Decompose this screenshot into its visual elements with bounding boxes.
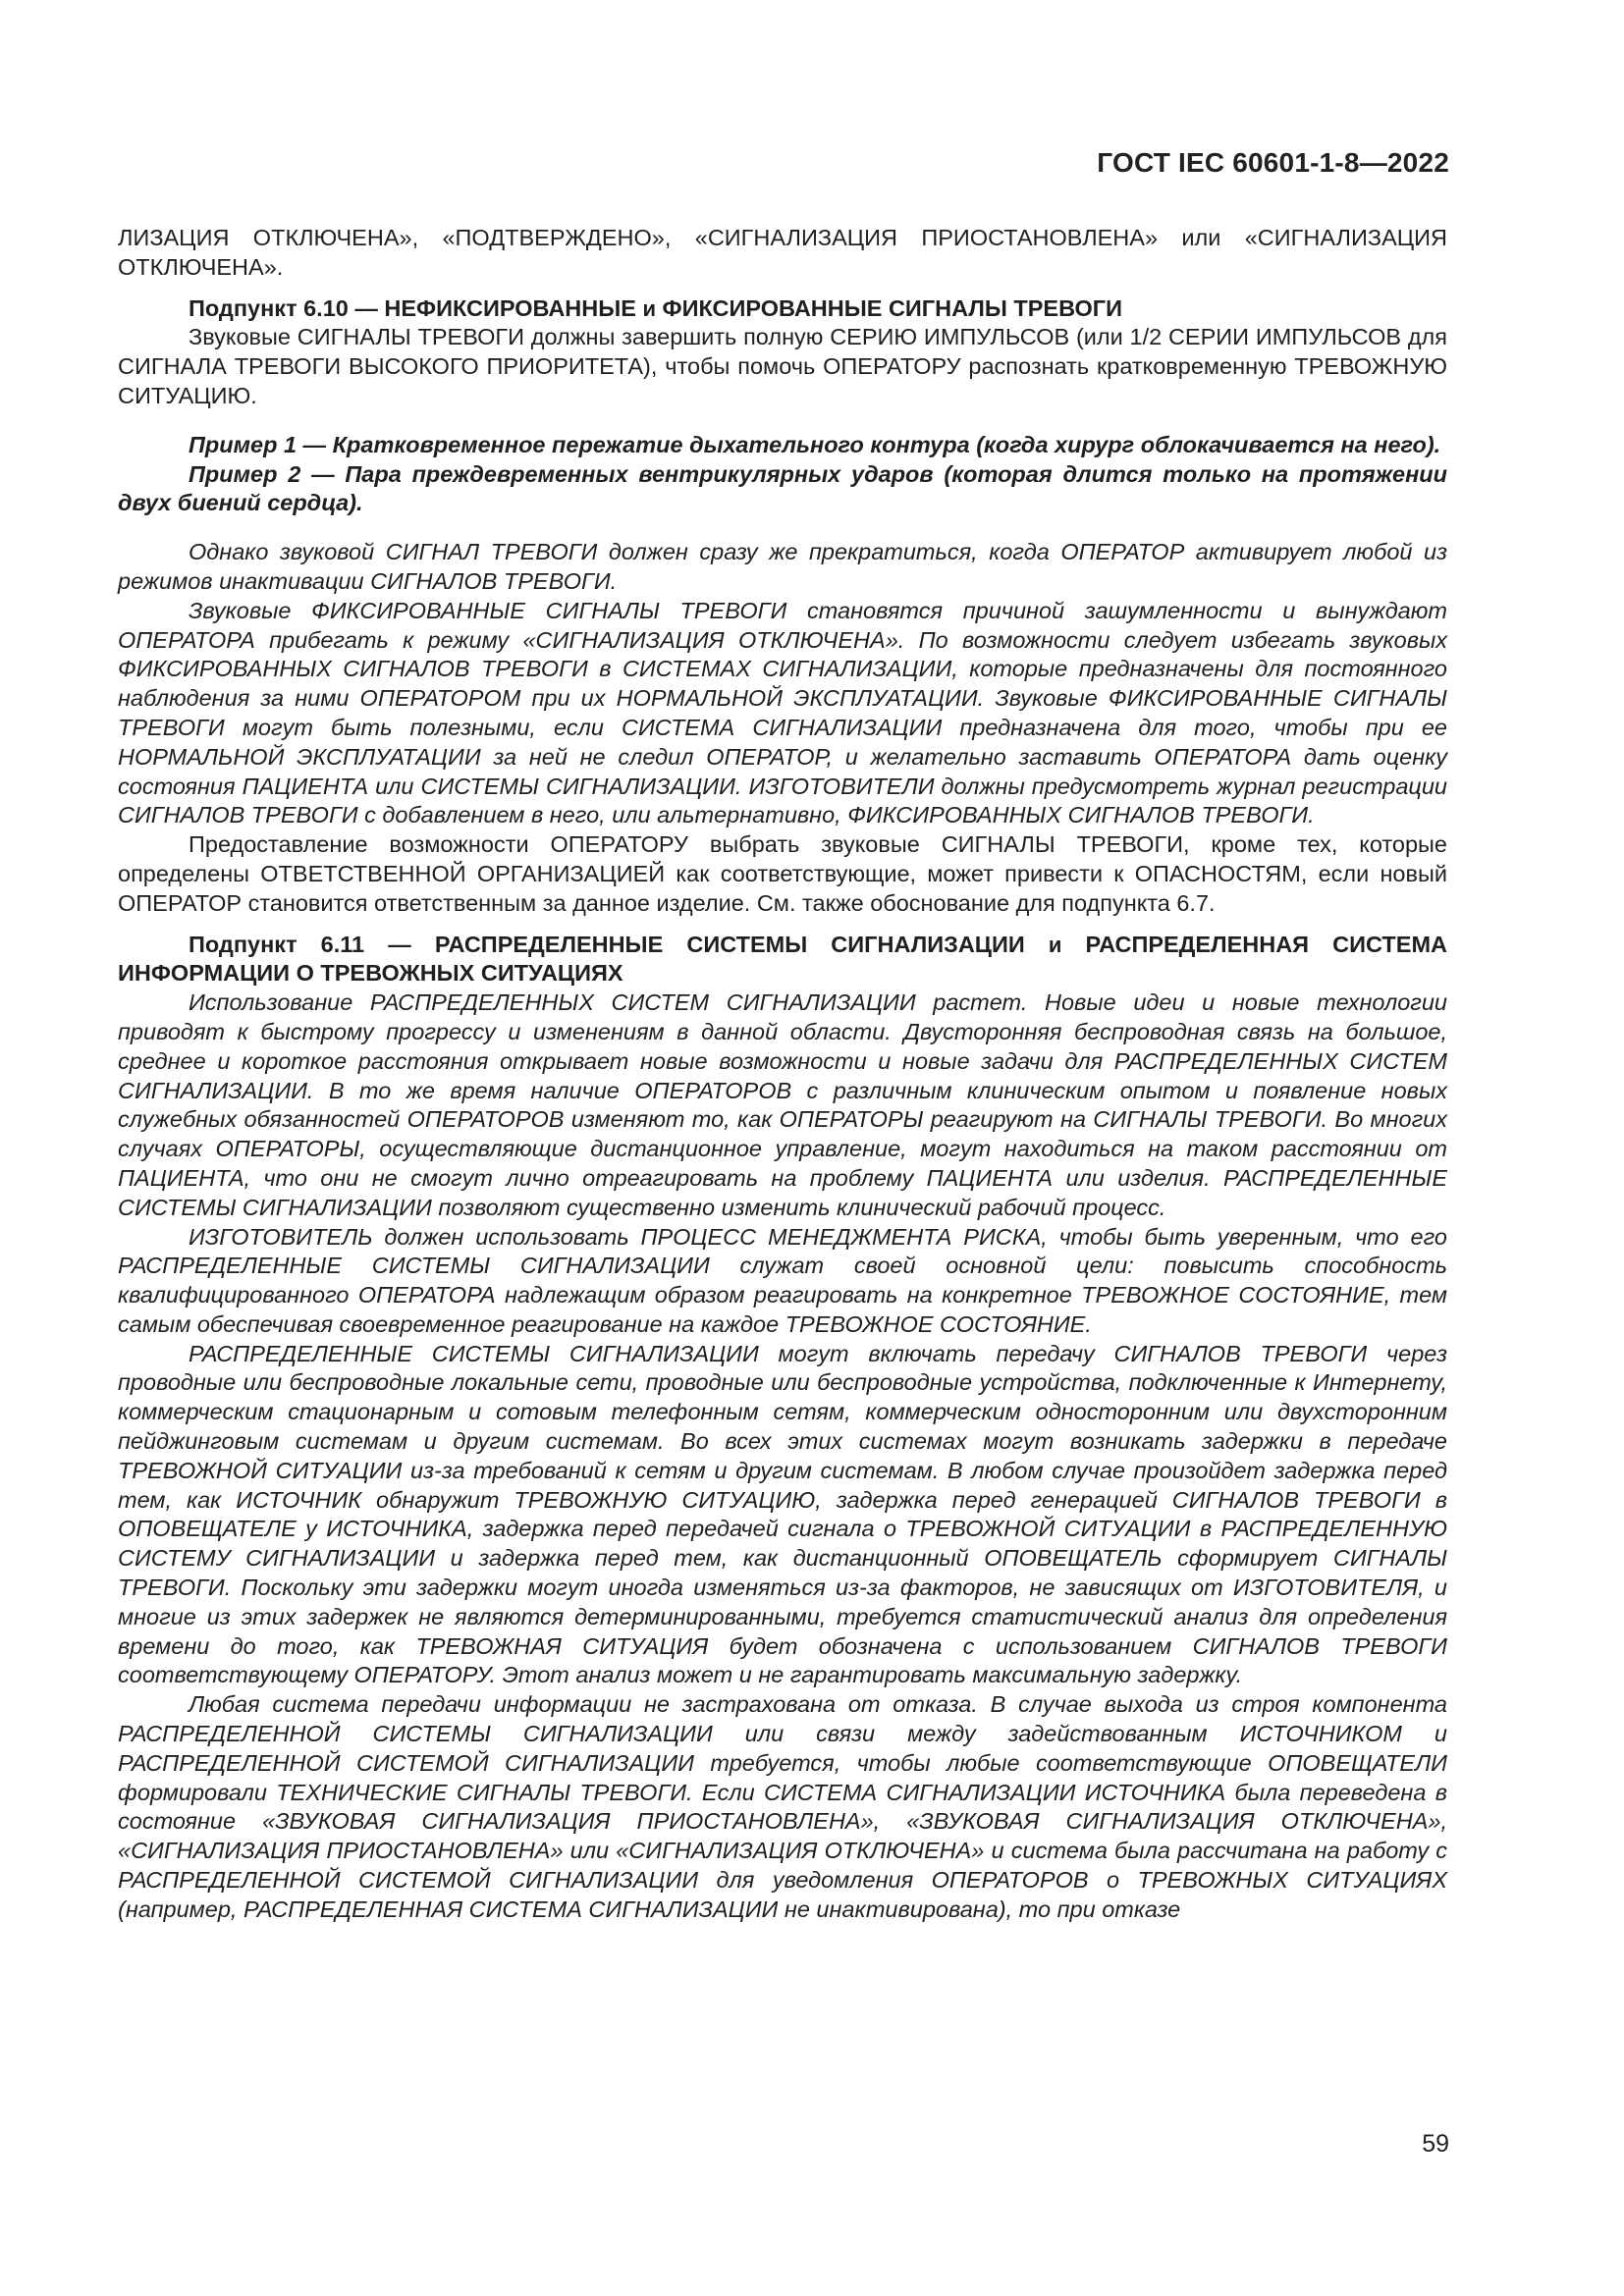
paragraph-6-11-2: ИЗГОТОВИТЕЛЬ должен использовать ПРОЦЕСС МЕНЕДЖМЕНТА РИСКА, чтобы быть уверенным, что его РАСПРЕДЕЛЕННЫЕ СИСТЕМЫ СИГНАЛИЗАЦИИ служат своей основной цели: повысить способность квалифицированного ОПЕРАТОРА надлежащим образом реагировать на конкретное ТРЕВОЖНОЕ СОСТОЯНИЕ, тем самым обеспечивая своевременное реагирование на каждое ТРЕВОЖНОЕ СОСТОЯНИЕ. — [118, 1223, 1447, 1337]
example-1: Пример 1 — Кратковременное пережатие дыхательного контура (когда хирург облокачивается на него). — [189, 431, 1441, 457]
paragraph-6-11-4: Любая система передачи информации не застрахована от отказа. В случае выхода из строя компонента РАСПРЕДЕЛЕННОЙ СИСТЕМЫ СИГНАЛИЗАЦИИ или связи между задействованным ИСТОЧНИКОМ и РАСПРЕДЕЛЕННОЙ СИСТЕМОЙ СИГНАЛИЗАЦИИ требуется, чтобы любые соответствующие ОПОВЕЩАТЕЛИ формировали ТЕХНИЧЕСКИЕ СИГНАЛЫ ТРЕВОГИ. Если СИСТЕМА СИГНАЛИЗАЦИИ ИСТОЧНИКА была переведена в состояние «ЗВУКОВАЯ СИГНАЛИЗАЦИЯ ПРИОСТАНОВЛЕНА», «ЗВУКОВАЯ СИГНАЛИЗАЦИЯ ОТКЛЮЧЕНА», «СИГНАЛИЗАЦИЯ ПРИОСТАНОВЛЕНА» или «СИГНАЛИЗАЦИЯ ОТКЛЮЧЕНА» и система была рассчитана на работу с РАСПРЕДЕЛЕННОЙ СИСТЕМОЙ СИГНАЛИЗАЦИИ для уведомления ОПЕРАТОРОВ о ТРЕВОЖНЫХ СИТУАЦИЯХ (например, РАСПРЕДЕЛЕННАЯ СИСТЕМА СИГНАЛИЗАЦИИ не инактивирована), то при отказе — [118, 1691, 1447, 1922]
paragraph-italic-1: Однако звуковой СИГНАЛ ТРЕВОГИ должен сразу же прекратиться, когда ОПЕРАТОР активирует любой из режимов инактивации СИГНАЛОВ ТРЕВОГИ. — [118, 539, 1447, 594]
page-number: 59 — [1422, 2130, 1449, 2158]
paragraph-italic-2: Звуковые ФИКСИРОВАННЫЕ СИГНАЛЫ ТРЕВОГИ становятся причиной зашумленности и вынуждают ОПЕРАТОРА прибегать к режиму «СИГНАЛИЗАЦИЯ ОТКЛЮЧЕНА». По возможности следует избегать звуковых ФИКСИРОВАННЫХ СИГНАЛОВ ТРЕВОГИ в СИСТЕМАХ СИГНАЛИЗАЦИИ, которые предназначены для постоянного наблюдения за ними ОПЕРАТОРОМ при их НОРМАЛЬНОЙ ЭКСПЛУАТАЦИИ. Звуковые ФИКСИРОВАННЫЕ СИГНАЛЫ ТРЕВОГИ могут быть полезными, если СИСТЕМА СИГНАЛИЗАЦИИ предназначена для того, чтобы при ее НОРМАЛЬНОЙ ЭКСПЛУАТАЦИИ за ней не следил ОПЕРАТОР, и желательно заставить ОПЕРАТОРА дать оценку состояния ПАЦИЕНТА или СИСТЕМЫ СИГНАЛИЗАЦИИ. ИЗГОТОВИТЕЛИ должны предусмотреть журнал регистрации СИГНАЛОВ ТРЕВОГИ с добавлением в него, или альтернативно, ФИКСИРОВАННЫХ СИГНАЛОВ ТРЕВОГИ. — [118, 597, 1447, 828]
paragraph-6-11-3: РАСПРЕДЕЛЕННЫЕ СИСТЕМЫ СИГНАЛИЗАЦИИ могут включать передачу СИГНАЛОВ ТРЕВОГИ через проводные или беспроводные локальные сети, проводные или беспроводные устройства, подключенные к Интернету, коммерческим стационарным и сотовым телефонным сетям, коммерческим односторонним или двухсторонним пейджинговым системам и другим системам. Во всех этих системах могут возникать задержки в передаче ТРЕВОЖНОЙ СИТУАЦИИ из-за требований к сетям и другим системам. В любом случае произойдет задержка перед тем, как ИСТОЧНИК обнаружит ТРЕВОЖНУЮ СИТУАЦИЮ, задержка перед генерацией СИГНАЛОВ ТРЕВОГИ в ОПОВЕЩАТЕЛЕ у ИСТОЧНИКА, задержка перед передачей сигнала о ТРЕВОЖНОЙ СИТУАЦИИ в РАСПРЕДЕЛЕННУЮ СИСТЕМУ СИГНАЛИЗАЦИИ и задержка перед тем, как дистанционный ОПОВЕЩАТЕЛЬ сформирует СИГНАЛЫ ТРЕВОГИ. Поскольку эти задержки могут иногда изменяться из-за факторов, не зависящих от ИЗГОТОВИТЕЛЯ, и многие из этих задержек не являются детерминированными, требуется статистический анализ для определения времени до того, как ТРЕВОЖНАЯ СИТУАЦИЯ будет обозначена с использованием СИГНАЛОВ ТРЕВОГИ соответствующему ОПЕРАТОРУ. Этот анализ может и не гарантировать максимальную задержку. — [118, 1340, 1447, 1688]
paragraph-6-10-body: Звуковые СИГНАЛЫ ТРЕВОГИ должны завершить полную СЕРИЮ ИМПУЛЬСОВ (или 1/2 СЕРИИ ИМПУЛЬСОВ для СИГНАЛА ТРЕВОГИ ВЫСОКОГО ПРИОРИТЕТА), чтобы помочь ОПЕРАТОРУ распознать кратковременную ТРЕВОЖНУЮ СИТУАЦИЮ. — [118, 324, 1447, 408]
section-heading-6-11: Подпункт 6.11 — РАСПРЕДЕЛЕННЫЕ СИСТЕМЫ СИГНАЛИЗАЦИИ и РАСПРЕДЕЛЕННАЯ СИСТЕМА ИНФОРМАЦИИ О ТРЕВОЖНЫХ СИТУАЦИЯХ — [118, 931, 1447, 987]
example-2: Пример 2 — Пара преждевременных вентрикулярных ударов (которая длится только на протяжении двух биений сердца). — [118, 460, 1447, 516]
paragraph-continuation: ЛИЗАЦИЯ ОТКЛЮЧЕНА», «ПОДТВЕРЖДЕНО», «СИГНАЛИЗАЦИЯ ПРИОСТАНОВЛЕНА» или «СИГНАЛИЗАЦИЯ ОТКЛЮЧЕНА». — [118, 225, 1447, 280]
page-content — [118, 224, 1447, 1925]
section-heading-6-10: Подпункт 6.10 — НЕФИКСИРОВАННЫЕ и ФИКСИРОВАННЫЕ СИГНАЛЫ ТРЕВОГИ — [189, 294, 1122, 321]
document-header: ГОСТ IEC 60601-1-8—2022 — [1097, 147, 1449, 178]
paragraph-operator-choice: Предоставление возможности ОПЕРАТОРУ выбрать звуковые СИГНАЛЫ ТРЕВОГИ, кроме тех, которые определены ОТВЕТСТВЕННОЙ ОРГАНИЗАЦИЕЙ как соответствующие, может привести к ОПАСНОСТЯМ, если новый ОПЕРАТОР становится ответственным за данное изделие. См. также обоснование для подпункта 6.7. — [118, 831, 1447, 916]
paragraph-6-11-1: Использование РАСПРЕДЕЛЕННЫХ СИСТЕМ СИГНАЛИЗАЦИИ растет. Новые идеи и новые технологии приводят к быстрому прогрессу и изменениям в данной области. Двусторонняя беспроводная связь на большое, среднее и короткое расстояния открывает новые возможности и новые задачи для РАСПРЕДЕЛЕННЫХ СИСТЕМ СИГНАЛИЗАЦИИ. В то же время наличие ОПЕРАТОРОВ с различным клиническим опытом и появление новых служебных обязанностей ОПЕРАТОРОВ изменяют то, как ОПЕРАТОРЫ реагируют на СИГНАЛЫ ТРЕВОГИ. Во многих случаях ОПЕРАТОРЫ, осуществляющие дистанционное управление, могут находиться на таком расстоянии от ПАЦИЕНТА, что они не смогут лично отреагировать на проблему ПАЦИЕНТА или изделия. РАСПРЕДЕЛЕННЫЕ СИСТЕМЫ СИГНАЛИЗАЦИИ позволяют существенно изменить клинический рабочий процесс. — [118, 989, 1447, 1220]
